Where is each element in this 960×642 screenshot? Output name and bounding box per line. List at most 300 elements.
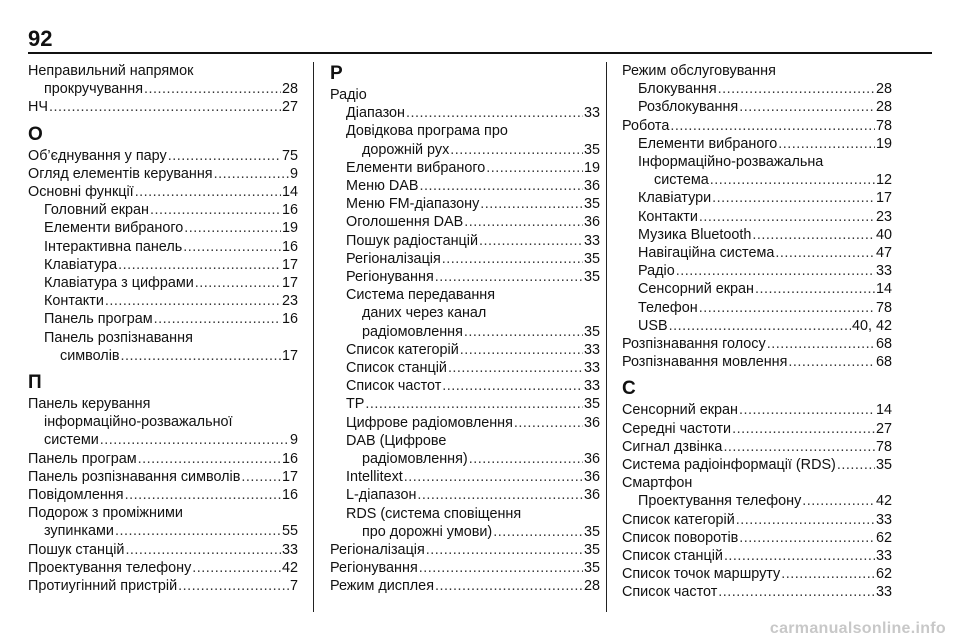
index-entry: [622, 511, 892, 529]
entry-text: символів: [60, 347, 120, 364]
entry-text: Елементи вибраного: [44, 220, 184, 237]
page-reference: 55: [281, 523, 298, 540]
dot-leader: [426, 541, 583, 559]
dot-leader: [49, 98, 281, 116]
index-entry: [28, 559, 298, 577]
dot-leader: [100, 431, 289, 449]
dot-leader: [778, 135, 875, 153]
index-subentry: [622, 492, 892, 510]
page-reference: 36: [583, 414, 600, 431]
dot-leader: [150, 201, 281, 219]
page-reference: 33: [875, 584, 892, 601]
entry-line: [346, 213, 600, 231]
entry-line: [28, 486, 298, 504]
dot-leader: [755, 280, 875, 298]
entry-text: про дорожні умови): [362, 523, 493, 540]
index-entry: [28, 165, 298, 183]
entry-text: Список категорій: [346, 341, 459, 358]
index-letter-heading: С: [622, 378, 636, 400]
entry-line: [44, 274, 298, 292]
page-reference: 35: [583, 323, 600, 340]
entry-text: Проектування телефону: [28, 559, 192, 576]
index-subentry: [330, 341, 600, 359]
entry-text: Розблокування: [638, 99, 739, 116]
entry-line: [44, 292, 298, 310]
index-entry: [622, 456, 892, 474]
dot-leader: [184, 219, 281, 237]
dot-leader: [435, 268, 583, 286]
entry-text: Система передавання: [346, 287, 496, 304]
page-reference: 33: [875, 263, 892, 280]
page-reference: 19: [875, 135, 892, 152]
entry-text: Intellitext: [346, 469, 403, 486]
index-subentry: [28, 329, 298, 365]
index-entry: [330, 86, 600, 104]
dot-leader: [168, 147, 281, 165]
index-subentry: [28, 238, 298, 256]
entry-line: [44, 201, 298, 219]
page-reference: 33: [875, 511, 892, 528]
entry-line: [44, 256, 298, 274]
index-subentry: [330, 286, 600, 341]
index-subentry: [330, 505, 600, 541]
entry-line: [622, 438, 892, 456]
entry-line: [346, 341, 600, 359]
index-column-3: [622, 62, 892, 602]
entry-line: [28, 165, 298, 183]
index-entry: [28, 468, 298, 486]
page-reference: 78: [875, 438, 892, 455]
dot-leader: [214, 165, 289, 183]
index-subentry: [622, 262, 892, 280]
page-reference: 35: [583, 523, 600, 540]
page-reference: 35: [583, 250, 600, 267]
entry-text: Музика Bluetooth: [638, 226, 752, 243]
index-subentry: [622, 189, 892, 207]
page-reference: 17: [281, 275, 298, 292]
entry-text: Пошук радіостанцій: [346, 232, 479, 249]
entry-line: [346, 359, 600, 377]
page-reference: 35: [583, 396, 600, 413]
page-reference: 7: [289, 578, 298, 595]
index-subentry: [622, 226, 892, 244]
entry-text: USB: [638, 317, 668, 334]
index-subentry: [622, 98, 892, 116]
index-entry: [622, 474, 892, 492]
dot-leader: [739, 401, 875, 419]
entry-line: [346, 159, 600, 177]
index-entry: [28, 183, 298, 201]
page-reference: 28: [281, 81, 298, 98]
dot-leader: [442, 250, 583, 268]
entry-line: [28, 559, 298, 577]
entry-text: Контакти: [638, 208, 698, 225]
page-reference: 14: [875, 281, 892, 298]
page-reference: 78: [875, 117, 892, 134]
entry-text: Список частот: [346, 378, 442, 395]
page-reference: 36: [583, 469, 600, 486]
column-divider: [313, 62, 314, 612]
dot-leader: [406, 104, 583, 122]
dot-leader: [736, 511, 875, 529]
index-entry: [622, 583, 892, 601]
entry-text: прокручування: [44, 81, 143, 98]
page-reference: 33: [281, 541, 298, 558]
header-rule: [28, 52, 932, 54]
dot-leader: [837, 456, 875, 474]
page-reference: 17: [281, 347, 298, 364]
entry-text: Система радіоінформації (RDS): [622, 457, 836, 474]
entry-line: [28, 80, 298, 98]
dot-leader: [739, 529, 875, 547]
entry-text: DAB (Цифрове: [346, 432, 447, 449]
page-reference: 36: [583, 214, 600, 231]
dot-leader: [670, 117, 875, 135]
entry-text: радіомовлення: [362, 323, 463, 340]
page-reference: 16: [281, 238, 298, 255]
entry-text: Розпізнавання мовлення: [622, 354, 788, 371]
index-letter-heading: Р: [330, 63, 343, 84]
entry-line: [346, 468, 600, 486]
entry-text: Блокування: [638, 81, 717, 98]
dot-leader: [125, 541, 281, 559]
page-reference: 35: [583, 196, 600, 213]
dot-leader: [486, 159, 583, 177]
page-reference: 17: [875, 190, 892, 207]
entry-text: радіомовлення): [362, 451, 468, 468]
entry-text: Панель розпізнавання символів: [28, 468, 241, 485]
dot-leader: [105, 292, 281, 310]
entry-line: [346, 395, 600, 413]
entry-text: Клавіатура: [44, 256, 118, 273]
entry-text: Елементи вибраного: [638, 135, 778, 152]
entry-text: системи: [44, 432, 99, 449]
index-subentry: [28, 274, 298, 292]
entry-text: Меню FM-діапазону: [346, 196, 480, 213]
index-subentry: [330, 414, 600, 432]
entry-text: Регіоналізація: [346, 250, 441, 267]
entry-line: [28, 147, 298, 165]
index-entry: [622, 438, 892, 456]
index-subentry: [330, 395, 600, 413]
entry-text: Сигнал дзвінка: [622, 438, 723, 455]
entry-text: Панель розпізнавання: [44, 329, 193, 346]
entry-text: НЧ: [28, 99, 48, 116]
page-reference: 17: [281, 256, 298, 273]
entry-line: [622, 117, 892, 135]
entry-line: [622, 474, 892, 492]
page-reference: 47: [875, 245, 892, 262]
page-reference: 40: [875, 226, 892, 243]
dot-leader: [138, 450, 281, 468]
page-reference: 75: [281, 147, 298, 164]
index-entry: [622, 565, 892, 583]
dot-leader: [710, 171, 875, 189]
page-reference: 36: [583, 178, 600, 195]
entry-text: Повідомлення: [28, 487, 124, 504]
page-reference: 62: [875, 566, 892, 583]
entry-line: [638, 244, 892, 262]
index-subentry: [330, 122, 600, 158]
index-column-1: [28, 62, 298, 595]
index-entry: [28, 486, 298, 504]
entry-line: [346, 104, 600, 122]
dot-leader: [178, 577, 289, 595]
page-reference: 28: [583, 578, 600, 595]
entry-text: Регіонування: [346, 269, 434, 286]
entry-line: [622, 62, 892, 80]
dot-leader: [718, 80, 875, 98]
index-entry: [622, 420, 892, 438]
dot-leader: [781, 565, 875, 583]
page-reference: 16: [281, 450, 298, 467]
dot-leader: [788, 353, 875, 371]
entry-line: [346, 414, 600, 432]
dot-leader: [183, 238, 281, 256]
entry-text: зупинками: [44, 523, 114, 540]
entry-text: Регіоналізація: [330, 542, 425, 559]
entry-line: [638, 135, 892, 153]
page-reference: 40, 42: [851, 317, 892, 334]
index-entry: [330, 577, 600, 595]
page-reference: 17: [281, 468, 298, 485]
column-divider: [606, 62, 607, 612]
entry-line: [28, 431, 298, 449]
dot-leader: [739, 98, 875, 116]
index-entry: [28, 395, 298, 450]
index-entry: [622, 335, 892, 353]
entry-text: Режим дисплея: [330, 578, 434, 595]
dot-leader: [480, 195, 583, 213]
entry-line: [28, 522, 298, 540]
dot-leader: [464, 323, 583, 341]
entry-line: [622, 529, 892, 547]
entry-text: Панель програм: [28, 450, 137, 467]
page-reference: 28: [875, 81, 892, 98]
index-entry: [28, 450, 298, 468]
entry-line: [638, 80, 892, 98]
entry-line: [622, 401, 892, 419]
page-reference: 36: [583, 487, 600, 504]
page-reference: 33: [583, 360, 600, 377]
index-subentry: [330, 359, 600, 377]
dot-leader: [365, 395, 583, 413]
entry-text: Радіо: [638, 263, 675, 280]
entry-text: інформаційно-розважальної: [44, 414, 233, 431]
entry-text: даних через канал: [362, 305, 487, 322]
page-reference: 33: [583, 105, 600, 122]
entry-text: Список частот: [622, 584, 718, 601]
page-reference: 16: [281, 487, 298, 504]
page-reference: 35: [583, 542, 600, 559]
dot-leader: [669, 317, 851, 335]
index-entry: [28, 541, 298, 559]
page-reference: 33: [583, 378, 600, 395]
page-reference: 33: [875, 548, 892, 565]
entry-text: Панель програм: [44, 311, 153, 328]
page-reference: 23: [281, 293, 298, 310]
index-subentry: [330, 432, 600, 468]
entry-line: [330, 559, 600, 577]
entry-text: Сенсорний екран: [622, 402, 738, 419]
dot-leader: [450, 141, 583, 159]
entry-text: Список категорій: [622, 511, 735, 528]
index-subentry: [28, 201, 298, 219]
entry-line: [28, 450, 298, 468]
entry-line: [346, 195, 600, 213]
dot-leader: [195, 274, 281, 292]
page-reference: 42: [281, 559, 298, 576]
dot-leader: [125, 486, 281, 504]
dot-leader: [460, 341, 583, 359]
page-reference: 12: [875, 172, 892, 189]
dot-leader: [676, 262, 875, 280]
page-reference: 68: [875, 336, 892, 353]
page-reference: 35: [875, 457, 892, 474]
dot-leader: [135, 183, 281, 201]
entry-text: Клавіатура з цифрами: [44, 275, 194, 292]
dot-leader: [802, 492, 875, 510]
index-entry: [330, 559, 600, 577]
entry-text: Інтерактивна панель: [44, 238, 183, 255]
entry-text: Меню DAB: [346, 178, 419, 195]
entry-text: Об’єднування у пару: [28, 147, 167, 164]
entry-line: [44, 238, 298, 256]
page-reference: 33: [583, 232, 600, 249]
dot-leader: [724, 547, 875, 565]
index-subentry: [622, 317, 892, 335]
entry-text: Робота: [622, 117, 670, 134]
entry-text: Середні частоти: [622, 420, 732, 437]
index-subentry: [330, 268, 600, 286]
entry-text: Неправильний напрямок: [28, 63, 194, 79]
dot-leader: [469, 450, 583, 468]
index-entry: [622, 547, 892, 565]
dot-leader: [419, 177, 583, 195]
index-letter-heading: П: [28, 372, 42, 394]
dot-leader: [699, 299, 875, 317]
index-subentry: [28, 310, 298, 328]
index-subentry: [622, 244, 892, 262]
entry-line: [622, 547, 892, 565]
dot-leader: [699, 208, 875, 226]
entry-text: Пошук станцій: [28, 541, 125, 558]
index-column-2: [330, 62, 600, 596]
page-reference: 14: [875, 402, 892, 419]
dot-leader: [118, 256, 281, 274]
entry-line: [346, 177, 600, 195]
page-reference: 33: [583, 341, 600, 358]
entry-line: [638, 171, 892, 189]
entry-line: [638, 98, 892, 116]
entry-text: Довідкова програма про: [346, 123, 508, 140]
entry-text: Смартфон: [622, 475, 693, 492]
entry-line: [44, 219, 298, 237]
entry-line: [638, 262, 892, 280]
entry-line: [330, 577, 600, 595]
dot-leader: [493, 523, 583, 541]
entry-text: Контакти: [44, 293, 104, 310]
entry-text: Протиугінний пристрій: [28, 578, 178, 595]
index-subentry: [622, 299, 892, 317]
index-subentry: [622, 153, 892, 189]
entry-text: Радіо: [330, 87, 367, 103]
dot-leader: [115, 522, 281, 540]
entry-text: Навігаційна система: [638, 245, 775, 262]
entry-line: [638, 317, 892, 335]
entry-text: Діапазон: [346, 105, 405, 122]
entry-line: [346, 486, 600, 504]
entry-line: [638, 189, 892, 207]
entry-line: [346, 377, 600, 395]
dot-leader: [404, 468, 583, 486]
entry-line: [638, 208, 892, 226]
page-reference: 68: [875, 354, 892, 371]
index-letter-heading: О: [28, 123, 43, 145]
index-subentry: [28, 256, 298, 274]
page-reference: 35: [583, 269, 600, 286]
index-subentry: [330, 159, 600, 177]
dot-leader: [144, 80, 281, 98]
dot-leader: [442, 377, 583, 395]
page-reference: 62: [875, 529, 892, 546]
page-reference: 16: [281, 311, 298, 328]
dot-leader: [464, 213, 583, 231]
entry-text: Клавіатури: [638, 190, 712, 207]
index-entry: [28, 147, 298, 165]
index-entry: [28, 98, 298, 116]
entry-text: L-діапазон: [346, 487, 417, 504]
dot-leader: [435, 577, 583, 595]
entry-line: [28, 183, 298, 201]
page-reference: 19: [583, 159, 600, 176]
index-entry: [28, 504, 298, 540]
dot-leader: [712, 189, 875, 207]
dot-leader: [767, 335, 875, 353]
entry-text: Панель керування: [28, 396, 151, 413]
entry-line: [346, 268, 600, 286]
dot-leader: [241, 468, 281, 486]
entry-line: [28, 468, 298, 486]
watermark: carmanualsonline.info: [769, 620, 946, 637]
page-reference: 27: [875, 420, 892, 437]
dot-leader: [732, 420, 875, 438]
index-subentry: [28, 219, 298, 237]
entry-text: Список поворотів: [622, 529, 739, 546]
page-reference: 28: [875, 99, 892, 116]
entry-line: [346, 523, 600, 541]
index-subentry: [330, 195, 600, 213]
page-reference: 35: [583, 560, 600, 577]
entry-line: [638, 299, 892, 317]
entry-text: Список станцій: [622, 548, 723, 565]
entry-text: система: [654, 172, 709, 189]
entry-text: Основні функції: [28, 184, 134, 201]
entry-line: [330, 86, 600, 104]
entry-line: [622, 511, 892, 529]
page-reference: 9: [289, 432, 298, 449]
index-subentry: [330, 486, 600, 504]
dot-leader: [192, 559, 281, 577]
page-reference: 16: [281, 202, 298, 219]
index-entry: [330, 541, 600, 559]
entry-line: [346, 141, 600, 159]
entry-text: Оголошення DAB: [346, 214, 464, 231]
dot-leader: [723, 438, 875, 456]
entry-text: Режим обслуговування: [622, 63, 776, 79]
entry-text: Сенсорний екран: [638, 281, 754, 298]
dot-leader: [417, 486, 583, 504]
